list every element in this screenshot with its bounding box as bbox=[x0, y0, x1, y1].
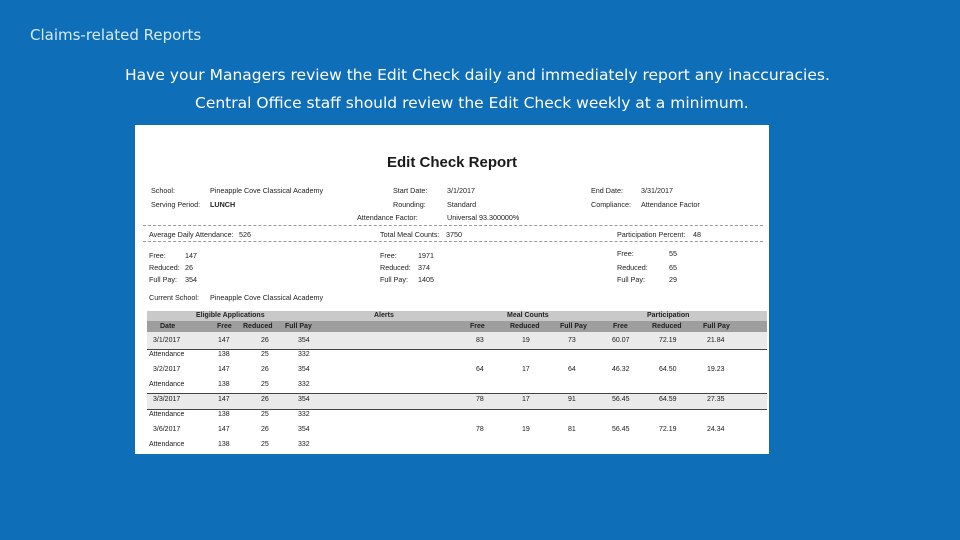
table-cell: 138 bbox=[218, 381, 230, 388]
participation-percent-value: 48 bbox=[693, 230, 701, 239]
table-cell: 56.45 bbox=[612, 426, 630, 433]
attendance-factor-value: Universal 93.300000% bbox=[447, 213, 520, 222]
compliance-value: Attendance Factor bbox=[641, 200, 700, 209]
school-label: School: bbox=[151, 186, 175, 195]
table-cell: 332 bbox=[298, 441, 310, 448]
table-cell: 138 bbox=[218, 411, 230, 418]
table-cell: 147 bbox=[218, 366, 230, 373]
total-meal-counts-value: 3750 bbox=[446, 230, 462, 239]
table-cell: 64 bbox=[568, 366, 576, 373]
row-separator bbox=[147, 349, 767, 350]
row-separator bbox=[147, 409, 767, 410]
col-mc-free: Free bbox=[470, 323, 485, 330]
table-cell: 64.50 bbox=[659, 366, 677, 373]
table-cell: 21.84 bbox=[707, 337, 725, 344]
table-cell: 19 bbox=[522, 426, 530, 433]
table-cell: 354 bbox=[298, 337, 310, 344]
table-cell: 138 bbox=[218, 351, 230, 358]
col-date: Date bbox=[160, 323, 176, 330]
col-p-free: Free bbox=[613, 323, 628, 330]
table-cell: 73 bbox=[568, 337, 576, 344]
part-reduced-value: 65 bbox=[669, 263, 677, 272]
table-cell: 46.32 bbox=[612, 366, 630, 373]
table-row-label: Attendance bbox=[149, 381, 185, 388]
end-date-value: 3/31/2017 bbox=[641, 186, 673, 195]
serving-period-value: LUNCH bbox=[210, 200, 236, 209]
table-cell: 147 bbox=[218, 426, 230, 433]
table-cell: 56.45 bbox=[612, 396, 630, 403]
rounding-value: Standard bbox=[447, 200, 477, 209]
attendance-factor-label: Attendance Factor: bbox=[357, 213, 418, 222]
meal-free-label: Free: bbox=[380, 251, 397, 260]
part-fullpay-value: 29 bbox=[669, 275, 677, 284]
table-cell: 332 bbox=[298, 351, 310, 358]
divider bbox=[143, 225, 763, 226]
table-cell: 25 bbox=[261, 411, 269, 418]
table-cell: 25 bbox=[261, 381, 269, 388]
col-ea-reduced: Reduced bbox=[243, 323, 273, 330]
table-cell: 64 bbox=[476, 366, 484, 373]
bullet-text-2: Central Office staff should review the Edit Check weekly at a minimum. bbox=[195, 94, 749, 112]
part-reduced-label: Reduced: bbox=[617, 263, 648, 272]
table-cell: 354 bbox=[298, 366, 310, 373]
col-p-reduced: Reduced bbox=[652, 323, 682, 330]
part-free-label: Free: bbox=[617, 249, 634, 258]
start-date-label: Start Date: bbox=[393, 186, 428, 195]
table-cell: 25 bbox=[261, 351, 269, 358]
table-cell: 78 bbox=[476, 396, 484, 403]
table-cell: 81 bbox=[568, 426, 576, 433]
col-mc-reduced: Reduced bbox=[510, 323, 540, 330]
table-cell: 72.19 bbox=[659, 426, 677, 433]
table-row-label: Attendance bbox=[149, 441, 185, 448]
col-mc-fullpay: Full Pay bbox=[560, 323, 587, 330]
reduced-value: 26 bbox=[185, 263, 193, 272]
reduced-label: Reduced: bbox=[149, 263, 180, 272]
group-meal-counts: Meal Counts bbox=[507, 312, 549, 319]
row-separator bbox=[147, 393, 767, 394]
edit-check-report-image bbox=[135, 125, 769, 454]
table-cell: 25 bbox=[261, 441, 269, 448]
meal-reduced-label: Reduced: bbox=[380, 263, 411, 272]
meal-fullpay-value: 1405 bbox=[418, 275, 434, 284]
part-free-value: 55 bbox=[669, 249, 677, 258]
current-school-label: Current School: bbox=[149, 293, 199, 302]
table-cell: 17 bbox=[522, 366, 530, 373]
table-cell: 332 bbox=[298, 411, 310, 418]
serving-period-label: Serving Period: bbox=[151, 200, 201, 209]
ada-label: Average Daily Attendance: bbox=[149, 230, 234, 239]
col-ea-free: Free bbox=[217, 323, 232, 330]
fullpay-label: Full Pay: bbox=[149, 275, 177, 284]
compliance-label: Compliance: bbox=[591, 200, 631, 209]
table-cell: 354 bbox=[298, 426, 310, 433]
table-row-label: Attendance bbox=[149, 411, 185, 418]
school-value: Pineapple Cove Classical Academy bbox=[210, 186, 324, 195]
table-cell: 147 bbox=[218, 337, 230, 344]
end-date-label: End Date: bbox=[591, 186, 623, 195]
ada-value: 526 bbox=[239, 230, 251, 239]
table-row-label: Attendance bbox=[149, 351, 185, 358]
meal-reduced-value: 374 bbox=[418, 263, 430, 272]
table-cell: 64.59 bbox=[659, 396, 677, 403]
table-cell: 24.34 bbox=[707, 426, 725, 433]
group-participation: Participation bbox=[647, 312, 690, 319]
table-cell: 19 bbox=[522, 337, 530, 344]
bullet-text-1: Have your Managers review the Edit Check daily and immediately report any inaccuracies. bbox=[125, 66, 830, 84]
rounding-label: Rounding: bbox=[393, 200, 426, 209]
current-school-value: Pineapple Cove Classical Academy bbox=[210, 293, 324, 302]
col-ea-fullpay: Full Pay bbox=[285, 323, 312, 330]
col-p-fullpay: Full Pay bbox=[703, 323, 730, 330]
table-cell: 19.23 bbox=[707, 366, 725, 373]
free-value: 147 bbox=[185, 251, 197, 260]
table-row-label: 3/1/2017 bbox=[153, 337, 181, 344]
free-label: Free: bbox=[149, 251, 166, 260]
report-title: Edit Check Report bbox=[386, 154, 518, 171]
participation-percent-label: Participation Percent: bbox=[617, 230, 686, 239]
table-cell: 26 bbox=[261, 426, 269, 433]
table-cell: 147 bbox=[218, 396, 230, 403]
divider bbox=[143, 241, 763, 242]
meal-fullpay-label: Full Pay: bbox=[380, 275, 408, 284]
table-cell: 138 bbox=[218, 441, 230, 448]
table-cell: 72.19 bbox=[659, 337, 677, 344]
slide-title: Claims-related Reports bbox=[30, 26, 202, 44]
table-row-label: 3/6/2017 bbox=[153, 426, 181, 433]
group-alerts: Alerts bbox=[374, 312, 394, 319]
table-cell: 78 bbox=[476, 426, 484, 433]
table-cell: 26 bbox=[261, 396, 269, 403]
table-cell: 26 bbox=[261, 366, 269, 373]
total-meal-counts-label: Total Meal Counts: bbox=[380, 230, 440, 239]
table-cell: 26 bbox=[261, 337, 269, 344]
table-cell: 17 bbox=[522, 396, 530, 403]
table-cell: 354 bbox=[298, 396, 310, 403]
part-fullpay-label: Full Pay: bbox=[617, 275, 645, 284]
table-cell: 60.07 bbox=[612, 337, 630, 344]
table-cell: 332 bbox=[298, 381, 310, 388]
table-cell: 27.35 bbox=[707, 396, 725, 403]
fullpay-value: 354 bbox=[185, 275, 197, 284]
table-cell: 83 bbox=[476, 337, 484, 344]
table-row-label: 3/3/2017 bbox=[153, 396, 181, 403]
table-cell: 91 bbox=[568, 396, 576, 403]
meal-free-value: 1971 bbox=[418, 251, 434, 260]
table-row-label: 3/2/2017 bbox=[153, 366, 181, 373]
start-date-value: 3/1/2017 bbox=[447, 186, 475, 195]
group-eligible-applications: Eligible Applications bbox=[196, 312, 265, 319]
